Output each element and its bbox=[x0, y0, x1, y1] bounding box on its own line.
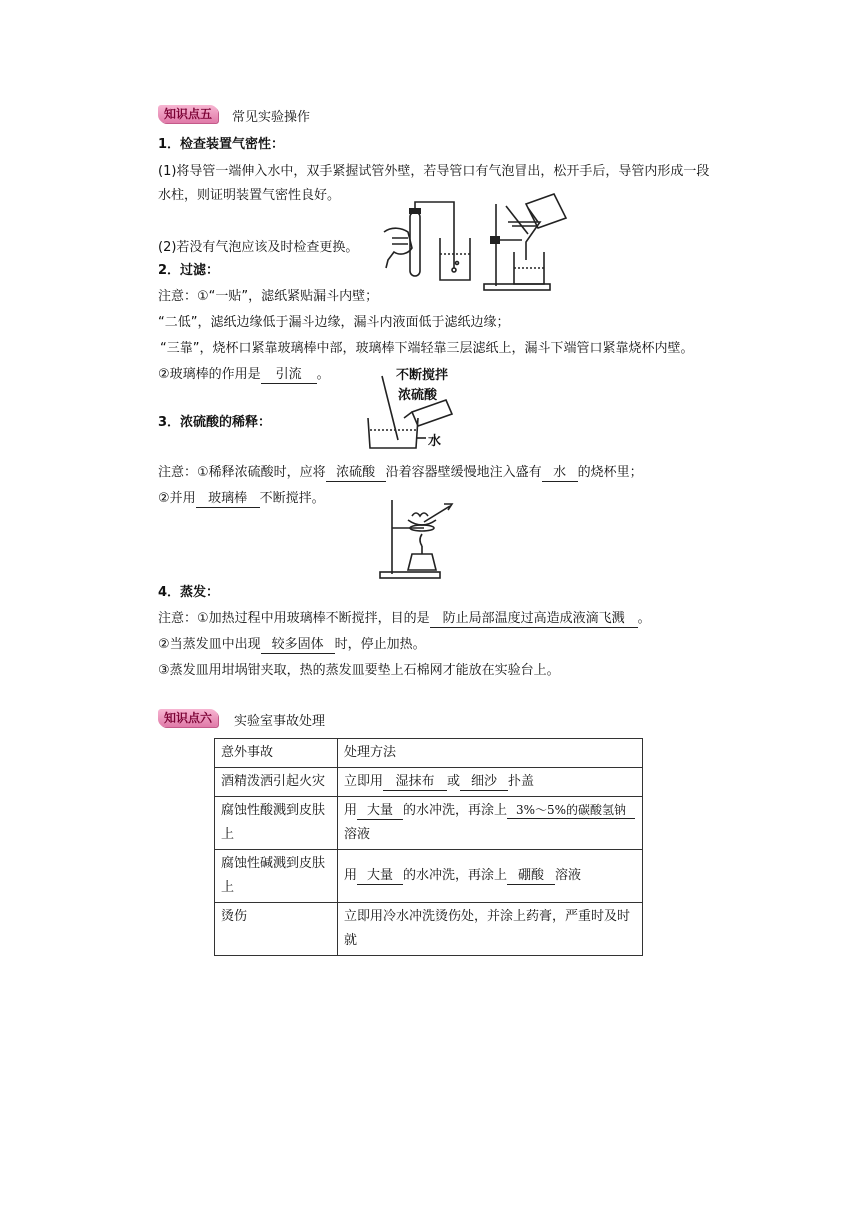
fig-label-acid: 浓硫酸 bbox=[398, 388, 438, 403]
accident-table bbox=[214, 738, 643, 956]
item4-heading: 4．蒸发： bbox=[158, 585, 220, 600]
method-text: 或 bbox=[447, 774, 461, 789]
table-header-accident: 意外事故 bbox=[215, 739, 338, 768]
item4-note2 bbox=[158, 636, 426, 654]
section-title-5: 常见实验操作 bbox=[232, 110, 311, 125]
method-answer-blank: 3%～5%的碳酸氢钠 bbox=[507, 802, 635, 819]
method-text: 的水冲洗，再涂上 bbox=[403, 803, 508, 818]
item2-note1: 注意：①“一贴”，滤纸紧贴漏斗内壁； bbox=[158, 289, 379, 304]
method-text: 溶液 bbox=[555, 868, 582, 883]
accident-cell: 酒精泼洒引起火灾 bbox=[215, 768, 338, 797]
method-answer-blank: 硼酸 bbox=[507, 868, 555, 885]
section-badge-5: 知识点五 bbox=[158, 105, 218, 123]
rod-answer-blank: 引流 bbox=[261, 367, 317, 384]
item4-note1 bbox=[158, 610, 651, 628]
receiving-beaker-icon bbox=[514, 252, 544, 284]
glass-rod-icon bbox=[506, 206, 528, 234]
test-tube-icon bbox=[409, 208, 421, 276]
item4-note2-suffix: 时，停止加热。 bbox=[334, 637, 426, 652]
evaporating-dish-icon bbox=[408, 513, 436, 525]
item2-heading: 2．过滤： bbox=[158, 263, 220, 278]
item4-note3: ③蒸发皿用坩埚钳夹取，热的蒸发皿要垫上石棉网才能放在实验台上。 bbox=[158, 663, 560, 678]
iron-stand-icon bbox=[484, 204, 550, 290]
pouring-beaker-icon bbox=[526, 194, 566, 228]
item4-note1-suffix: 。 bbox=[637, 611, 651, 626]
airtightness-figure bbox=[378, 198, 478, 284]
table-row bbox=[215, 797, 643, 850]
item3-note2 bbox=[158, 490, 325, 508]
item3-note1-mid: 沿着容器壁缓慢地注入盛有 bbox=[385, 465, 542, 480]
method-text: 的水冲洗，再涂上 bbox=[403, 868, 508, 883]
item4-answer-purpose: 防止局部温度过高造成液滴飞溅 bbox=[430, 611, 638, 628]
item2-rod-sentence bbox=[158, 366, 330, 384]
rod-suffix: 。 bbox=[316, 367, 330, 382]
beaker-icon bbox=[440, 238, 470, 280]
item3-note1-prefix: 注意：①稀释浓硫酸时，应将 bbox=[158, 465, 326, 480]
item3-note1 bbox=[158, 464, 643, 482]
accident-cell: 烫伤 bbox=[215, 903, 338, 956]
method-answer-blank: 细沙 bbox=[460, 774, 508, 791]
alcohol-lamp-icon bbox=[408, 534, 436, 570]
method-answer-blank: 大量 bbox=[357, 868, 403, 885]
table-row bbox=[215, 768, 643, 797]
method-text: 立即用 bbox=[344, 774, 384, 789]
method-answer-blank: 湿抹布 bbox=[383, 774, 447, 791]
table-row bbox=[215, 903, 643, 956]
item3-answer-water: 水 bbox=[542, 465, 578, 482]
item3-note2-suffix: 不断搅拌。 bbox=[259, 491, 325, 506]
item2-note2: “二低”，滤纸边缘低于漏斗边缘，漏斗内液面低于滤纸边缘； bbox=[158, 315, 510, 330]
table-header-row bbox=[215, 739, 643, 768]
acid-bottle-icon bbox=[404, 400, 452, 426]
section-title-6: 实验室事故处理 bbox=[234, 714, 326, 729]
filtration-figure bbox=[482, 190, 582, 294]
item4-answer-solid: 较多固体 bbox=[261, 637, 335, 654]
fig-label-water: 水 bbox=[428, 434, 442, 449]
method-cell: 立即用冷水冲洗烫伤处，并涂上药膏，严重时及时就 bbox=[338, 903, 643, 956]
item2-note3: “三靠”，烧杯口紧靠玻璃棒中部，玻璃棒下端轻靠三层滤纸上，漏斗下端管口紧靠烧杯内壁。 bbox=[160, 341, 694, 356]
fig-label-stir: 不断搅拌 bbox=[396, 368, 449, 383]
item3-answer-acid: 浓硫酸 bbox=[326, 465, 386, 482]
section-badge-6: 知识点六 bbox=[158, 709, 218, 727]
item1-paragraph1-line1: (1)将导管一端伸入水中，双手紧握试管外壁，若导管口有气泡冒出，松开手后，导管内形成一段 bbox=[158, 164, 710, 179]
table-row bbox=[215, 850, 643, 903]
item4-note1-prefix: 注意：①加热过程中用玻璃棒不断搅拌，目的是 bbox=[158, 611, 430, 626]
accident-cell: 腐蚀性碱溅到皮肤上 bbox=[215, 850, 338, 903]
evaporation-figure bbox=[378, 494, 462, 582]
hand-icon bbox=[384, 228, 412, 268]
item3-answer-rod: 玻璃棒 bbox=[196, 491, 260, 508]
method-cell bbox=[338, 768, 643, 797]
item4-note2-prefix: ②当蒸发皿中出现 bbox=[158, 637, 261, 652]
accident-cell: 腐蚀性酸溅到皮肤上 bbox=[215, 797, 338, 850]
item1-heading: 1．检查装置气密性： bbox=[158, 137, 285, 152]
method-text: 溶液 bbox=[344, 827, 371, 842]
rod-prefix: ②玻璃棒的作用是 bbox=[158, 367, 261, 382]
method-text: 扑盖 bbox=[508, 774, 535, 789]
item3-note2-prefix: ②并用 bbox=[158, 491, 196, 506]
evap-stand-icon bbox=[380, 500, 440, 578]
item3-heading: 3．浓硫酸的稀释： bbox=[158, 415, 272, 430]
method-text: 用 bbox=[344, 868, 358, 883]
item1-paragraph2: (2)若没有气泡应该及时检查更换。 bbox=[158, 240, 359, 255]
table-header-method: 处理方法 bbox=[338, 739, 643, 768]
method-cell bbox=[338, 797, 643, 850]
method-answer-blank: 大量 bbox=[357, 803, 403, 820]
method-cell bbox=[338, 850, 643, 903]
method-text: 用 bbox=[344, 803, 358, 818]
item1-paragraph1-line2: 水柱，则证明装置气密性良好。 bbox=[158, 188, 341, 203]
item3-note1-suffix: 的烧杯里； bbox=[577, 465, 643, 480]
evap-rod-icon bbox=[424, 504, 452, 522]
